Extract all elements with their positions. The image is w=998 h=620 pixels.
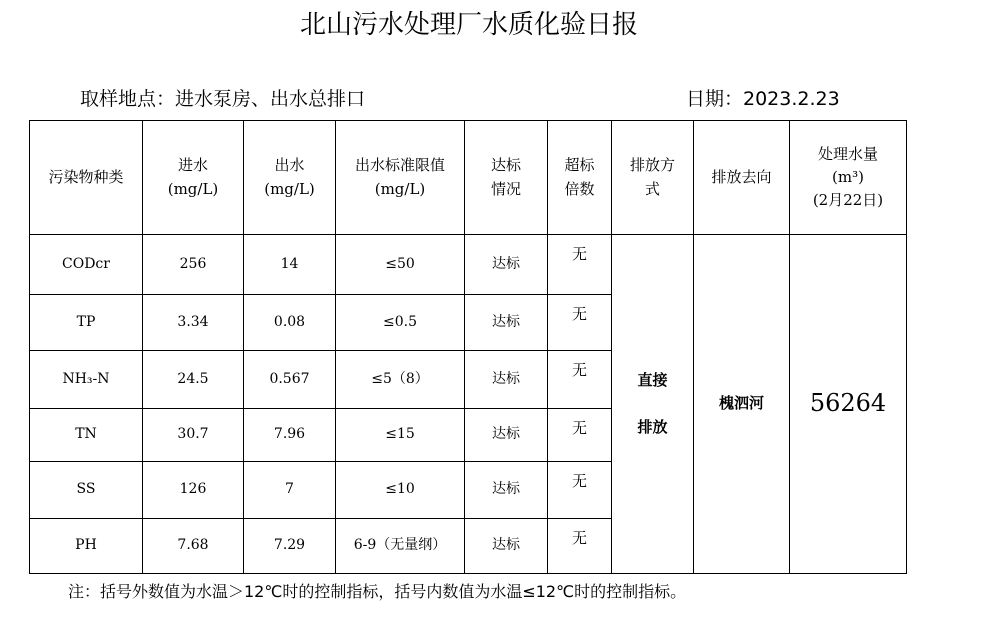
exceed-multiple: 无 (548, 351, 612, 409)
exceed-multiple: 无 (548, 409, 612, 462)
influent-value: 24.5 (143, 351, 244, 409)
header-influent: 进水 (mg/L) (143, 121, 244, 235)
compliance-status: 达标 (465, 351, 548, 409)
discharge-destination: 槐泗河 (694, 235, 790, 574)
standard-limit: ≤15 (336, 409, 465, 462)
compliance-status: 达标 (465, 519, 548, 574)
effluent-value: 0.567 (244, 351, 336, 409)
exceed-multiple: 无 (548, 295, 612, 351)
effluent-value: 14 (244, 235, 336, 295)
compliance-status: 达标 (465, 295, 548, 351)
header-exceed: 超标 倍数 (548, 121, 612, 235)
pollutant-name: CODcr (30, 235, 143, 295)
header-volume: 处理水量 (m³) (2月22日) (790, 121, 907, 235)
influent-value: 3.34 (143, 295, 244, 351)
footnote: 注：括号外数值为水温＞12℃时的控制指标，括号内数值为水温≤12℃时的控制指标。 (68, 582, 687, 601)
exceed-multiple: 无 (548, 235, 612, 295)
effluent-value: 7.96 (244, 409, 336, 462)
influent-value: 7.68 (143, 519, 244, 574)
header-row (30, 121, 907, 235)
header-compliance: 达标 情况 (465, 121, 548, 235)
pollutant-name: TN (30, 409, 143, 462)
exceed-multiple: 无 (548, 519, 612, 574)
treated-volume: 56264 (790, 235, 907, 574)
standard-limit: ≤5（8） (336, 351, 465, 409)
header-effluent: 出水 (mg/L) (244, 121, 336, 235)
exceed-multiple: 无 (548, 462, 612, 519)
sampling-location: 取样地点：进水泵房、出水总排口 (80, 88, 366, 110)
pollutant-name: TP (30, 295, 143, 351)
influent-value: 30.7 (143, 409, 244, 462)
standard-limit: ≤10 (336, 462, 465, 519)
pollutant-name: SS (30, 462, 143, 519)
compliance-status: 达标 (465, 235, 548, 295)
effluent-value: 7 (244, 462, 336, 519)
header-pollutant: 污染物种类 (30, 121, 143, 235)
compliance-status: 达标 (465, 409, 548, 462)
effluent-value: 0.08 (244, 295, 336, 351)
header-discharge-method: 排放方 式 (612, 121, 694, 235)
standard-limit: 6-9（无量纲） (336, 519, 465, 574)
pollutant-name: PH (30, 519, 143, 574)
standard-limit: ≤0.5 (336, 295, 465, 351)
report-date: 日期：2023.2.23 (686, 88, 840, 110)
compliance-status: 达标 (465, 462, 548, 519)
pollutant-name: NH₃-N (30, 351, 143, 409)
effluent-value: 7.29 (244, 519, 336, 574)
report-title: 北山污水处理厂水质化验日报 (299, 10, 638, 40)
header-destination: 排放去向 (694, 121, 790, 235)
standard-limit: ≤50 (336, 235, 465, 295)
header-standard: 出水标准限值 (mg/L) (336, 121, 465, 235)
discharge-method: 直接 排放 (612, 235, 694, 574)
water-quality-table (29, 120, 907, 574)
table-row (30, 235, 907, 295)
influent-value: 126 (143, 462, 244, 519)
influent-value: 256 (143, 235, 244, 295)
